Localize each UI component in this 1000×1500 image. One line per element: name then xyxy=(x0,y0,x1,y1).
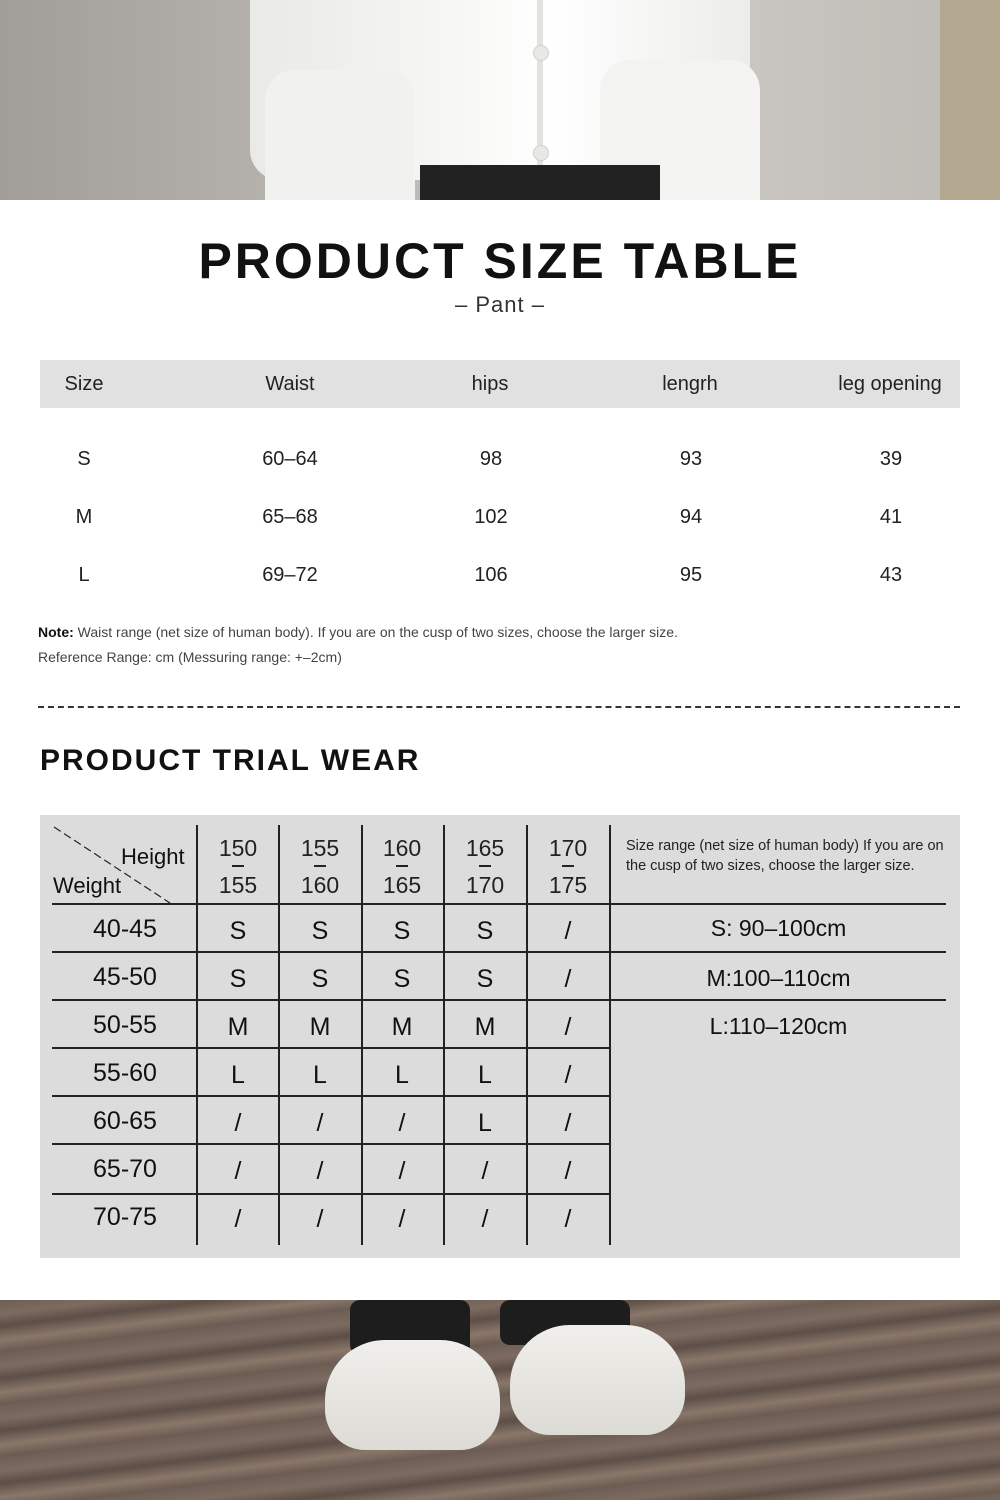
waist-cell: 60–64 xyxy=(262,448,318,470)
height-bottom: 170 xyxy=(465,871,505,898)
size-cell: / xyxy=(398,1205,406,1233)
size-table-header xyxy=(40,360,960,408)
height-top: 165 xyxy=(465,835,505,861)
size-cell: L xyxy=(231,1061,245,1089)
size-cell: / xyxy=(234,1109,242,1137)
size-cell: / xyxy=(564,965,572,993)
size-cell: S xyxy=(393,917,411,945)
length-cell: 95 xyxy=(679,564,703,586)
photo-sleeve-left xyxy=(265,70,415,200)
header-length: lengrh xyxy=(662,373,718,395)
size-note xyxy=(38,624,678,640)
height-top: 155 xyxy=(300,835,340,861)
trial-wear-table xyxy=(40,815,960,1258)
size-cell: S xyxy=(229,965,247,993)
leg-opening-cell: 41 xyxy=(879,506,903,528)
height-top: 170 xyxy=(548,835,588,861)
note-text: Waist range (net size of human body). If you are on the cusp of two sizes, choose the larger size. xyxy=(73,624,678,640)
size-cell: / xyxy=(481,1157,489,1185)
section-divider xyxy=(38,706,960,708)
photo-wall xyxy=(940,0,1000,200)
size-cell: / xyxy=(564,1013,572,1041)
size-cell: L xyxy=(78,564,90,586)
weight-cell: 50-55 xyxy=(93,1011,157,1039)
grid-line xyxy=(52,1047,610,1049)
photo-button xyxy=(533,145,549,161)
height-col-160-165 xyxy=(361,830,443,904)
reference-range-note: Reference Range: cm (Messuring range: +–2cm) xyxy=(38,649,342,665)
grid-line xyxy=(52,1143,610,1145)
size-cell: / xyxy=(564,1205,572,1233)
size-cell: L xyxy=(313,1061,327,1089)
size-cell: S xyxy=(311,965,329,993)
weight-cell: 60-65 xyxy=(93,1107,157,1135)
waist-cell: 65–68 xyxy=(262,506,318,528)
weight-cell: 65-70 xyxy=(93,1155,157,1183)
height-bottom: 165 xyxy=(382,871,422,898)
page-title: PRODUCT SIZE TABLE xyxy=(198,233,802,289)
size-cell: L xyxy=(478,1109,492,1137)
size-cell: M xyxy=(309,1013,331,1041)
bottom-product-photo xyxy=(0,1300,1000,1500)
size-cell: / xyxy=(564,1061,572,1089)
grid-line xyxy=(52,951,946,953)
photo-button xyxy=(533,45,549,61)
size-cell: S xyxy=(476,965,494,993)
size-cell: / xyxy=(316,1205,324,1233)
grid-line xyxy=(52,1095,610,1097)
size-cell: S xyxy=(77,448,91,470)
trial-wear-title: PRODUCT TRIAL WEAR xyxy=(40,744,421,777)
grid-line xyxy=(52,1193,610,1195)
corner-height-label: Height xyxy=(121,844,185,869)
hips-cell: 98 xyxy=(479,448,503,470)
height-top: 160 xyxy=(382,835,422,861)
height-col-155-160 xyxy=(279,830,361,904)
top-product-photo xyxy=(0,0,1000,200)
size-cell: / xyxy=(234,1157,242,1185)
photo-shoe-left xyxy=(325,1340,500,1450)
page-subtitle: – Pant – xyxy=(455,292,545,317)
note-label: Note: xyxy=(38,624,74,640)
size-cell: M xyxy=(75,506,93,528)
height-col-165-170 xyxy=(444,830,526,904)
hips-cell: 102 xyxy=(474,506,508,528)
length-cell: 93 xyxy=(679,448,703,470)
photo-placket xyxy=(537,0,543,165)
size-cell: L xyxy=(395,1061,409,1089)
weight-cell: 70-75 xyxy=(93,1203,157,1231)
weight-cell: 55-60 xyxy=(93,1059,157,1087)
size-cell: S xyxy=(393,965,411,993)
grid-line xyxy=(52,903,946,905)
size-range-note: Size range (net size of human body) If you are on the cusp of two sizes, choose the larger size. xyxy=(626,838,944,874)
header-leg-opening: leg opening xyxy=(838,373,942,395)
size-cell: M xyxy=(391,1013,413,1041)
size-cell: / xyxy=(316,1109,324,1137)
size-cell: / xyxy=(316,1157,324,1185)
header-hips: hips xyxy=(471,373,509,395)
range-m: M:100–110cm xyxy=(706,965,851,991)
weight-cell: 40-45 xyxy=(93,915,157,943)
range-l: L:110–120cm xyxy=(709,1013,848,1039)
waist-cell: 69–72 xyxy=(262,564,318,586)
size-cell: M xyxy=(227,1013,249,1041)
height-col-170-175 xyxy=(527,830,609,904)
grid-line xyxy=(52,999,946,1001)
size-cell: / xyxy=(398,1157,406,1185)
size-cell: / xyxy=(398,1109,406,1137)
size-cell: M xyxy=(474,1013,496,1041)
height-top: 150 xyxy=(218,835,258,861)
size-cell: S xyxy=(311,917,329,945)
height-bottom: 175 xyxy=(548,871,588,898)
size-cell: / xyxy=(481,1205,489,1233)
length-cell: 94 xyxy=(679,506,703,528)
header-size: Size xyxy=(64,373,104,395)
weight-cell: 45-50 xyxy=(93,963,157,991)
size-cell: L xyxy=(478,1061,492,1089)
height-bottom: 160 xyxy=(300,871,340,898)
height-bottom: 155 xyxy=(218,871,258,898)
corner-weight-label: Weight xyxy=(53,873,122,898)
leg-opening-cell: 43 xyxy=(879,564,903,586)
size-cell: S xyxy=(476,917,494,945)
hips-cell: 106 xyxy=(474,564,508,586)
leg-opening-cell: 39 xyxy=(879,448,903,470)
header-waist: Waist xyxy=(265,373,315,395)
photo-shoe-right xyxy=(510,1325,685,1435)
size-cell: S xyxy=(229,917,247,945)
size-cell: / xyxy=(564,917,572,945)
height-col-150-155 xyxy=(197,830,279,904)
range-s: S: 90–100cm xyxy=(710,915,847,941)
size-cell: / xyxy=(564,1157,572,1185)
photo-pants xyxy=(420,165,660,200)
size-cell: / xyxy=(234,1205,242,1233)
size-cell: / xyxy=(564,1109,572,1137)
